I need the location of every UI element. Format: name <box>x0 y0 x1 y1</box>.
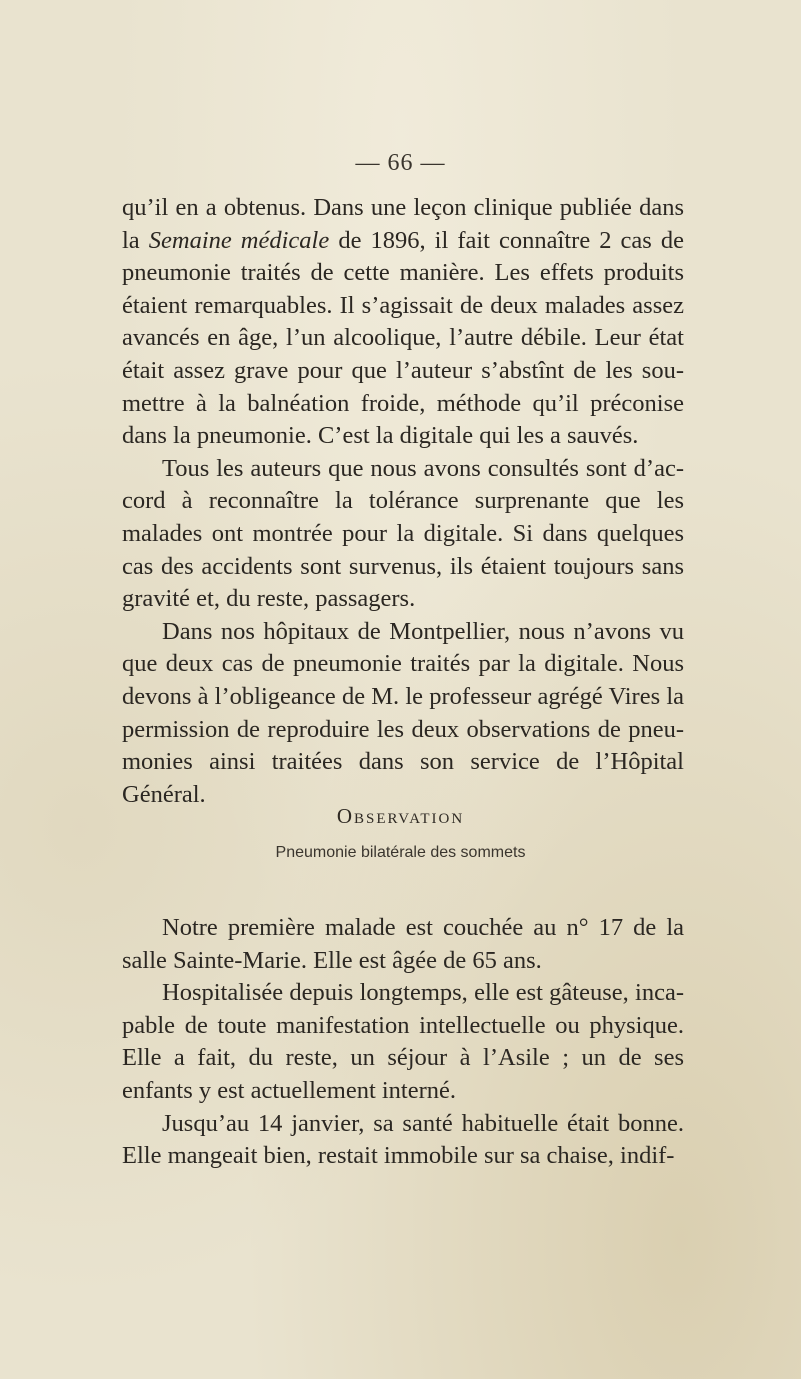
paragraph-1-start: qu’il en a obtenus. Dans une leçon clinique publiée dans la <box>122 194 684 254</box>
paragraph-3: Dans nos hôpitaux de Montpellier, nous n’avons vu que deux cas de pneumonie traités par la digitale. Nous devons à l’obligeance de M. le professeur agrégé Vires la permission de reproduire les deux observations de pneu-monies ainsi traitées dans son service de l’Hôpital Général. <box>122 617 684 808</box>
observation-title: Observation <box>336 804 465 828</box>
observation-paragraph-3: Jusqu’au 14 janvier, sa santé habituelle était bonne. Elle mangeait bien, restait immobile sur sa chaise, indif- <box>122 1109 684 1170</box>
observation-paragraph-2: Hospitalisée depuis longtemps, elle est gâteuse, inca-pable de toute manifestation intellectuelle ou physique. Elle a fait, du reste, un séjour à l’Asile ; un de ses enfants y est actuellement interné. <box>122 979 684 1104</box>
page-number: — 66 — <box>355 150 446 176</box>
observation-subtitle: Pneumonie bilatérale des sommets <box>275 844 526 861</box>
paragraph-2: Tous les auteurs que nous avons consultés sont d’ac-cord à reconnaître la tolérance surprenante que les malades ont montrée pour la digitale. Si dans quelques cas des accidents sont survenus, ils étaient toujours sans gravité et, du reste, passagers. <box>122 454 684 613</box>
observation-paragraph-1: Notre première malade est couchée au n° 17 de la salle Sainte-Marie. Elle est âgée de 65 ans. <box>122 914 684 974</box>
paragraph-1-rest: de 1896, il fait connaître 2 cas de pneumonie traités de cette manière. Les effets produits étaient remarquables. Il s’agissait de deux malades assez avancés en âge, l’un alcoolique, l’autre débile. Leur état était assez grave pour que l’auteur s’abstînt de les sou-mettre à la balnéation froide, méthode qu’il préconise dans la pneumonie. C’est la digitale qui les a sauvés. <box>122 226 685 450</box>
main-text <box>122 192 684 811</box>
observation-text <box>122 912 684 1173</box>
journal-title: Semaine médicale <box>148 226 330 254</box>
paragraph-1 <box>122 192 684 453</box>
